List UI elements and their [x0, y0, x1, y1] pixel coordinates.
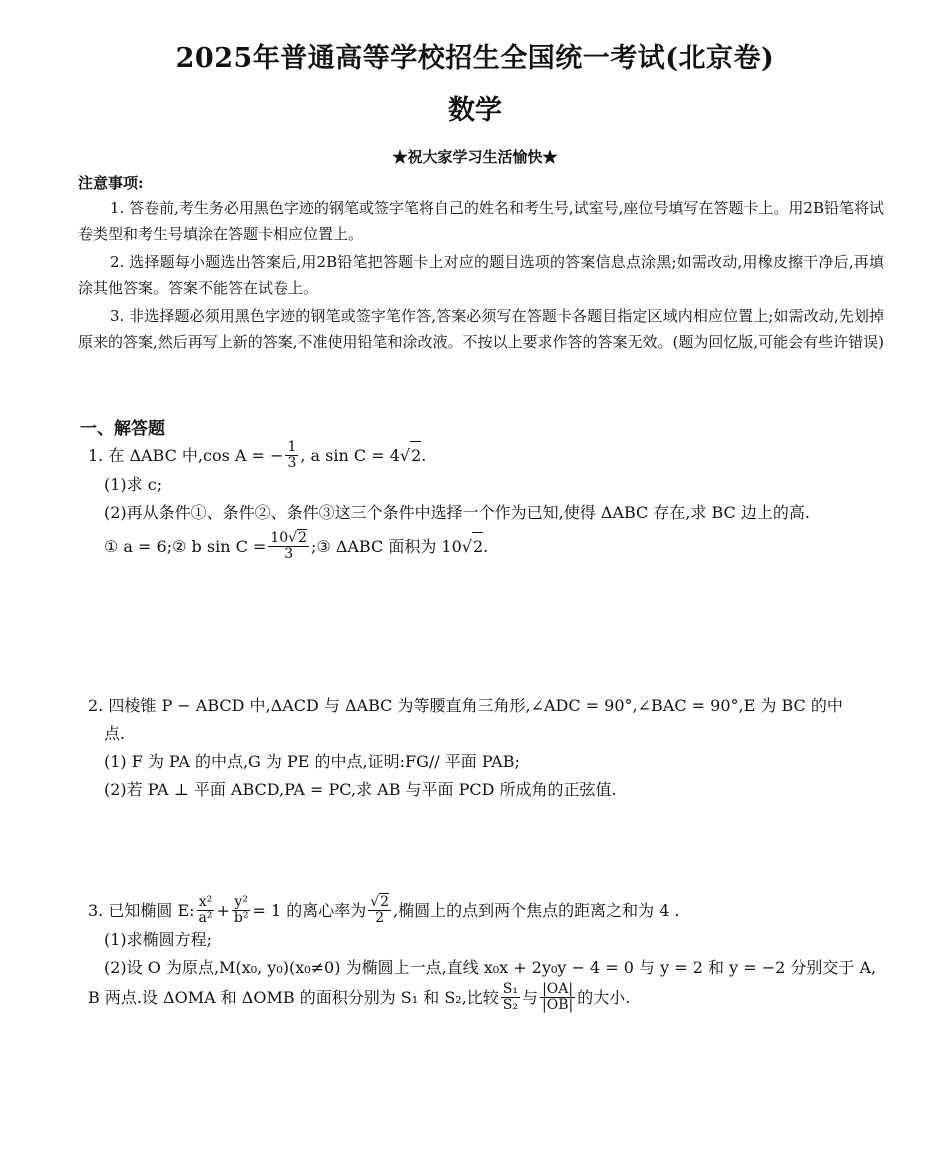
q3-frac-y-num: y² [234, 894, 248, 910]
q2-part2: (2)若 PA ⊥ 平面 ABCD,PA = PC,求 AB 与平面 PCD 所成角的正弦值. [104, 780, 617, 799]
q1-cond-sqrt: 2 [472, 532, 483, 561]
q3-frac-y [232, 895, 251, 926]
q1-part1: (1)求 c; [104, 475, 163, 494]
q3-ob-den: |OB| [542, 997, 574, 1013]
q1-stem-end: . [421, 445, 427, 465]
q3-frac-y-den: b² [233, 910, 249, 926]
q2-stem-line1: 2. 四棱锥 P − ABCD 中,ΔACD 与 ΔABC 为等腰直角三角形,∠ADC = 90°,∠BAC = 90°,E 为 BC 的中 [88, 696, 843, 715]
notice-heading: 注意事项: [78, 174, 144, 192]
notice-item-1: 1. 答卷前,考生务必用黑色字迹的钢笔或签字笔将自己的姓名和考生号,试室号,座位号填写在答题卡上。用2B铅笔将试卷类型和考生号填涂在答题卡相应位置上。 [78, 199, 884, 243]
sqrt-icon: √ [399, 445, 411, 465]
q3-mid: 与 [522, 987, 539, 1007]
q3-s-den: S₂ [502, 997, 518, 1013]
q1-cond-frac-num-coef: 10 [270, 530, 289, 546]
q1-stem-text-b: , a sin C = 4 [300, 445, 400, 465]
q3-part2-cont [88, 982, 876, 1013]
q3-s-ratio [501, 982, 520, 1013]
question-2 [88, 692, 843, 804]
notice-item-2: 2. 选择题每小题选出答案后,用2B铅笔把答题卡上对应的题目选项的答案信息点涂黑;如需改动,用橡皮擦干净后,再填涂其他答案。答案不能答在试卷上。 [78, 253, 884, 297]
sqrt-icon: √ [461, 536, 472, 556]
q3-stem-end: ,椭圆上的点到两个焦点的距离之和为 4 . [393, 900, 680, 920]
q1-cond-text-a: ① a = 6;② b sin C = [104, 536, 267, 556]
q3-ecc-num-sqrt: 2 [380, 894, 390, 910]
q2-part1: (1) F 为 PA 的中点,G 为 PE 的中点,证明:FG// 平面 PAB; [104, 752, 520, 771]
q1-cond-end: . [483, 536, 489, 556]
motto: ★祝大家学习生活愉快★ [392, 148, 558, 166]
q1-stem [88, 440, 810, 471]
q1-cond-text-b: ;③ ΔABC 面积为 10 [311, 536, 462, 556]
sqrt-icon: √ [370, 894, 380, 910]
q1-cond-frac-num [268, 531, 309, 547]
question-1 [88, 440, 810, 562]
q1-conditions [88, 531, 810, 562]
q3-stem [88, 895, 876, 926]
q1-frac-den: 3 [287, 455, 297, 471]
section-heading: 一、解答题 [80, 419, 165, 439]
exam-title: 2025年普通高等学校招生全国统一考试(北京卷) [175, 43, 775, 74]
q3-ecc-fraction [368, 895, 391, 926]
q3-s-num: S₁ [502, 981, 518, 997]
q3-part1: (1)求椭圆方程; [104, 930, 213, 949]
subject-title: 数学 [448, 95, 502, 126]
q3-part2: (2)设 O 为原点,M(x₀, y₀)(x₀≠0) 为椭圆上一点,直线 x₀x + 2y₀y − 4 = 0 与 y = 2 和 y = −2 分别交于 A, [104, 958, 877, 977]
q1-fraction [285, 440, 298, 471]
q3-oa-num: |OA| [542, 981, 574, 997]
q1-cond-frac-den: 3 [284, 546, 294, 562]
q3-part2-text-b: 的大小. [577, 987, 631, 1007]
q3-plus: + [216, 900, 230, 920]
q3-ecc-den: 2 [375, 910, 385, 926]
q1-cond-fraction [268, 531, 309, 562]
q3-frac-x-num: x² [198, 894, 213, 910]
q3-frac-x-den: a² [198, 910, 213, 926]
q3-stem-text-b: = 1 的离心率为 [252, 900, 367, 920]
q3-part2-text-a: B 两点.设 ΔOMA 和 ΔOMB 的面积分别为 S₁ 和 S₂,比较 [88, 987, 499, 1007]
q1-frac-num: 1 [287, 439, 297, 455]
notice-item-3: 3. 非选择题必须用黑色字迹的钢笔或签字笔作答,答案必须写在答题卡各题目指定区域内相应位置上;如需改动,先划掉原来的答案,然后再写上新的答案,不准使用铅笔和涂改液。不按以上要求作答的答案无效。(题为回忆版,可能会有些许错误) [78, 307, 885, 351]
q3-stem-text: 3. 已知椭圆 E: [88, 900, 195, 920]
sqrt-icon: √ [288, 530, 298, 546]
q1-stem-text: 1. 在 ΔABC 中,cos A = − [88, 445, 284, 465]
q3-ecc-num [368, 895, 391, 911]
q1-part2: (2)再从条件①、条件②、条件③这三个条件中选择一个作为已知,使得 ΔABC 存在,求 BC 边上的高. [104, 503, 810, 522]
q3-oa-ratio [540, 982, 575, 1013]
q2-stem-line2: 点. [104, 724, 126, 743]
question-3 [88, 895, 876, 1013]
q3-frac-x [197, 895, 215, 926]
q1-cond-frac-num-sqrt: 2 [298, 530, 307, 546]
q1-sqrt-value: 2 [410, 441, 421, 470]
